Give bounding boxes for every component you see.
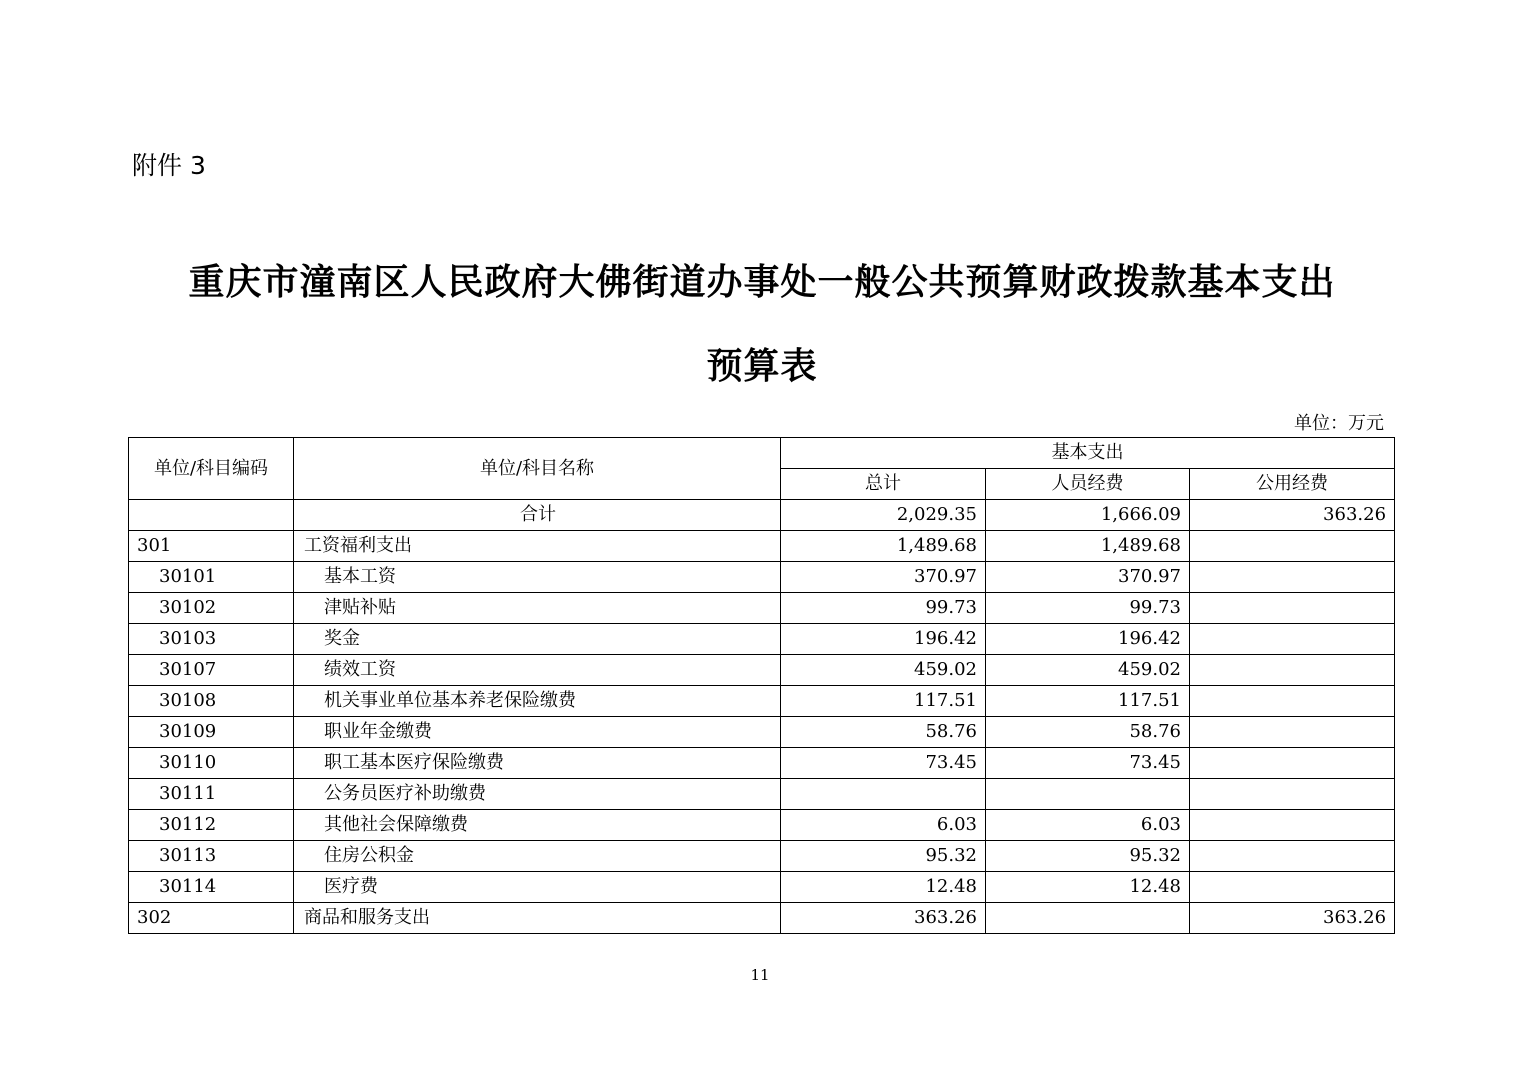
row-public: 363.26 [1190, 903, 1395, 934]
budget-table [128, 437, 1395, 934]
row-code [129, 500, 294, 531]
row-code: 30103 [129, 624, 294, 655]
row-total: 95.32 [781, 841, 986, 872]
table-row [129, 562, 1395, 593]
row-personnel: 459.02 [986, 655, 1190, 686]
row-name: 奖金 [294, 624, 781, 655]
row-public [1190, 779, 1395, 810]
row-public [1190, 748, 1395, 779]
header-code: 单位/科目编码 [129, 438, 294, 500]
row-total [781, 779, 986, 810]
row-personnel: 58.76 [986, 717, 1190, 748]
header-name: 单位/科目名称 [294, 438, 781, 500]
row-code: 30111 [129, 779, 294, 810]
row-code: 30109 [129, 717, 294, 748]
row-public [1190, 562, 1395, 593]
row-public [1190, 593, 1395, 624]
row-personnel: 117.51 [986, 686, 1190, 717]
page-number: 11 [750, 966, 770, 984]
row-name: 津贴补贴 [294, 593, 781, 624]
row-total: 117.51 [781, 686, 986, 717]
row-total: 2,029.35 [781, 500, 986, 531]
table-row [129, 779, 1395, 810]
row-name: 职工基本医疗保险缴费 [294, 748, 781, 779]
header-basic-expenditure: 基本支出 [781, 438, 1395, 469]
row-code: 30108 [129, 686, 294, 717]
row-total: 12.48 [781, 872, 986, 903]
row-personnel: 12.48 [986, 872, 1190, 903]
row-code: 30102 [129, 593, 294, 624]
row-code: 30114 [129, 872, 294, 903]
row-personnel [986, 779, 1190, 810]
row-public [1190, 717, 1395, 748]
row-personnel: 1,666.09 [986, 500, 1190, 531]
row-name: 绩效工资 [294, 655, 781, 686]
table-row [129, 872, 1395, 903]
row-personnel: 73.45 [986, 748, 1190, 779]
table-row [129, 593, 1395, 624]
row-public [1190, 624, 1395, 655]
row-public [1190, 686, 1395, 717]
row-public [1190, 872, 1395, 903]
row-name: 职业年金缴费 [294, 717, 781, 748]
row-personnel: 99.73 [986, 593, 1190, 624]
document-title: 重庆市潼南区人民政府大佛街道办事处一般公共预算财政拨款基本支出 [188, 262, 1336, 303]
row-name: 商品和服务支出 [294, 903, 781, 934]
row-total: 99.73 [781, 593, 986, 624]
header-row [129, 438, 1395, 469]
header-total: 总计 [781, 469, 986, 500]
table-row [129, 841, 1395, 872]
row-public: 363.26 [1190, 500, 1395, 531]
table-row [129, 686, 1395, 717]
row-name: 其他社会保障缴费 [294, 810, 781, 841]
row-code: 302 [129, 903, 294, 934]
row-total: 1,489.68 [781, 531, 986, 562]
header-public: 公用经费 [1190, 469, 1395, 500]
row-code: 30107 [129, 655, 294, 686]
table-row [129, 655, 1395, 686]
row-public [1190, 655, 1395, 686]
header-personnel: 人员经费 [986, 469, 1190, 500]
row-public [1190, 810, 1395, 841]
row-name: 医疗费 [294, 872, 781, 903]
row-name: 机关事业单位基本养老保险缴费 [294, 686, 781, 717]
row-name: 基本工资 [294, 562, 781, 593]
unit-note: 单位：万元 [1294, 413, 1384, 434]
table-row-total [129, 500, 1395, 531]
document-title-continued: 预算表 [706, 346, 818, 387]
row-personnel: 370.97 [986, 562, 1190, 593]
row-total: 459.02 [781, 655, 986, 686]
table-row [129, 903, 1395, 934]
row-public [1190, 531, 1395, 562]
table-row [129, 624, 1395, 655]
row-total: 58.76 [781, 717, 986, 748]
row-total: 370.97 [781, 562, 986, 593]
row-code: 30113 [129, 841, 294, 872]
row-code: 30112 [129, 810, 294, 841]
row-public [1190, 841, 1395, 872]
table-row [129, 531, 1395, 562]
row-personnel: 196.42 [986, 624, 1190, 655]
row-name: 公务员医疗补助缴费 [294, 779, 781, 810]
row-code: 301 [129, 531, 294, 562]
table-row [129, 810, 1395, 841]
table-row [129, 717, 1395, 748]
row-personnel: 95.32 [986, 841, 1190, 872]
table-row [129, 748, 1395, 779]
row-total: 6.03 [781, 810, 986, 841]
row-name: 合计 [294, 500, 781, 531]
row-total: 363.26 [781, 903, 986, 934]
row-personnel [986, 903, 1190, 934]
row-total: 73.45 [781, 748, 986, 779]
row-total: 196.42 [781, 624, 986, 655]
row-personnel: 6.03 [986, 810, 1190, 841]
row-name: 住房公积金 [294, 841, 781, 872]
row-code: 30110 [129, 748, 294, 779]
attachment-label: 附件 3 [132, 151, 206, 180]
row-personnel: 1,489.68 [986, 531, 1190, 562]
row-name: 工资福利支出 [294, 531, 781, 562]
row-code: 30101 [129, 562, 294, 593]
